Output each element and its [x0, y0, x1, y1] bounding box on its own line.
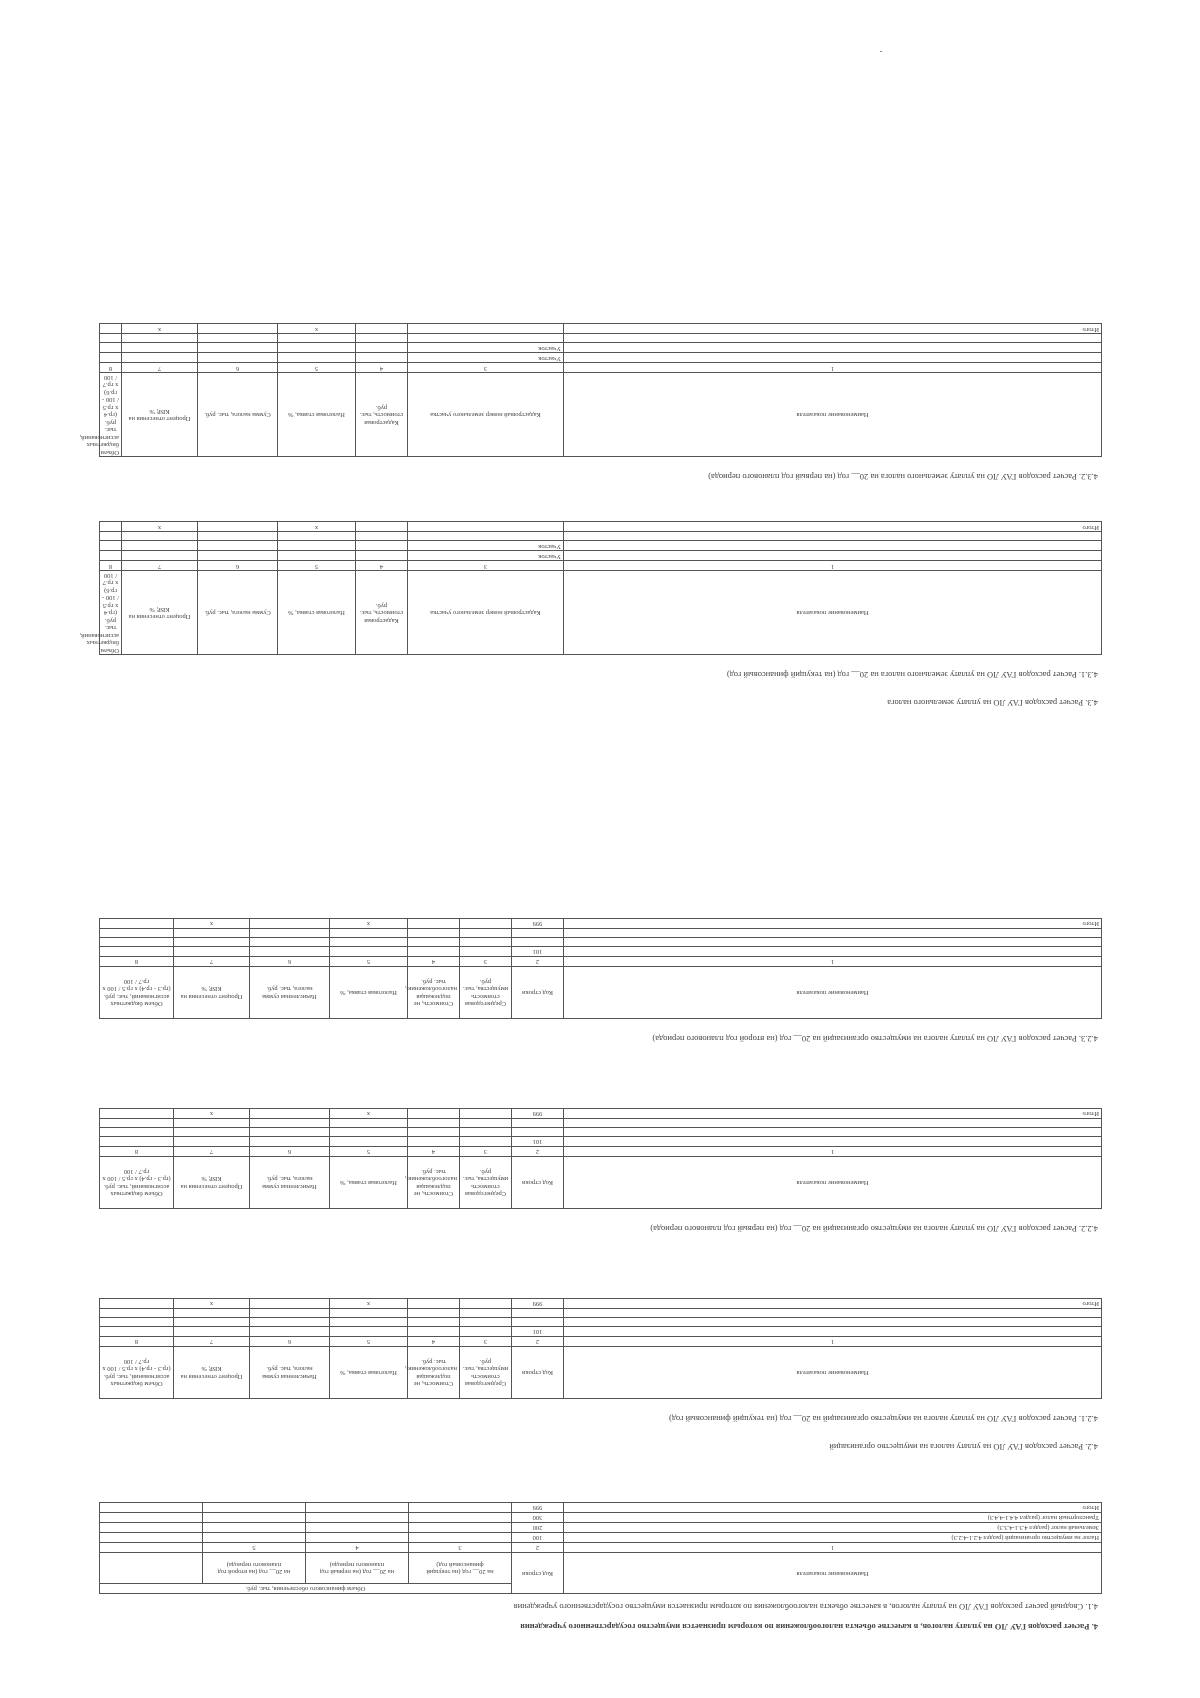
- summary-row-code: 200: [512, 1523, 564, 1533]
- summary-header-year-current: на 20__ год (на текущий финансовый год): [409, 1553, 512, 1584]
- col-number: 4: [408, 1147, 460, 1157]
- table-row: [99, 1533, 1101, 1543]
- scan-speck: [880, 51, 882, 52]
- section-heading: [100, 1601, 1102, 1632]
- summary-header-year-second: на 20__ год (на второй год планового периода): [203, 1553, 306, 1584]
- header-name: Наименование показателя: [564, 1157, 1102, 1209]
- col-number: 1: [564, 1337, 1102, 1347]
- property-tax-title: 4.2. Расчет расходов ГАУ ЛО на уплату налога на имущество организаций: [829, 1442, 1098, 1452]
- col-number: 7: [174, 1147, 250, 1157]
- col-number: 6: [250, 1147, 330, 1157]
- col-number: 2: [512, 957, 564, 967]
- total-code: 999: [512, 1109, 564, 1119]
- header-name: Наименование показателя: [564, 373, 1102, 457]
- x-mark: х: [174, 1109, 250, 1119]
- summary-header-code: Код строки: [512, 1553, 564, 1594]
- x-mark: х: [122, 324, 198, 334]
- total-label: Итого: [564, 324, 1102, 334]
- header-tax-sum: Начисленная сумма налога, тыс. руб.: [250, 967, 330, 1019]
- summary-row-name: Транспортный налог (раздел 4.4.1-4.4.3): [564, 1513, 1102, 1523]
- x-mark: х: [330, 1109, 408, 1119]
- property-tax-table: [99, 918, 1102, 1019]
- total-code: 999: [512, 919, 564, 929]
- summary-col-number: 5: [203, 1543, 306, 1553]
- total-row: [100, 522, 1102, 532]
- header-volume: Объем бюджетных ассигнований, тыс. руб. (гр.3 - гр.4) х гр.5 / 100 х гр.7 / 100: [100, 1157, 174, 1209]
- col-number: 4: [408, 957, 460, 967]
- table-row: [100, 1327, 1102, 1337]
- header-residual: Стоимость, не подлежащая налогообложению, тыс. руб.: [408, 967, 460, 1019]
- table-row: [100, 541, 1102, 551]
- col-number: 5: [278, 363, 356, 373]
- row-prefix: Участок: [408, 551, 564, 561]
- summary-row-name: Земельный налог (раздел 4.3.1-4.3.3): [564, 1523, 1102, 1533]
- header-name: Наименование показателя: [564, 967, 1102, 1019]
- total-label: Итого: [564, 919, 1102, 929]
- table-row: [100, 1137, 1102, 1147]
- col-number: 5: [330, 1337, 408, 1347]
- header-volume: Объем бюджетных ассигнований, тыс. руб. (гр.3 - гр.4) х гр.5 / 100 х гр.7 / 100: [100, 967, 174, 1019]
- header-deduct: Процент отнесения на КВР, %: [174, 967, 250, 1019]
- property-tax-table-block: [100, 1298, 1102, 1424]
- total-label: Итого: [564, 1109, 1102, 1119]
- col-number: 7: [174, 957, 250, 967]
- col-number: 3: [460, 957, 512, 967]
- col-number: 1: [564, 957, 1102, 967]
- col-number: 6: [198, 363, 278, 373]
- header-tax-sum: Сумма налога, тыс. руб.: [198, 373, 278, 457]
- header-code: Код строки: [512, 1347, 564, 1399]
- property-tax-table-title: 4.2.3. Расчет расходов ГАУ ЛО на уплату налога на имущество организаций на 20__ год (на второй год планового периода): [652, 1034, 1098, 1044]
- land-tax-table-block: [79, 324, 1102, 483]
- col-number: 8: [100, 1337, 174, 1347]
- total-row: [100, 324, 1102, 334]
- header-avg-value: Среднегодовая стоимость имущества, тыс. руб.: [460, 1157, 512, 1209]
- col-number: 7: [122, 561, 198, 571]
- table-row: [99, 1503, 1101, 1513]
- col-number: 5: [330, 957, 408, 967]
- header-avg-value: Среднегодовая стоимость имущества, тыс. руб.: [460, 1347, 512, 1399]
- col-number: 4: [356, 561, 408, 571]
- header-rate: Налоговая ставка, %: [330, 1157, 408, 1209]
- header-rate: Налоговая ставка, %: [278, 373, 356, 457]
- row-code: 101: [512, 1327, 564, 1337]
- total-row: [100, 1109, 1102, 1119]
- summary-col-number: 1: [564, 1543, 1102, 1553]
- col-number: 4: [408, 1337, 460, 1347]
- total-row: [100, 1299, 1102, 1309]
- header-volume: Объем бюджетных ассигнований, тыс. руб. (гр.4 х гр.5 / 100 - гр.6) х гр.7 / 100: [100, 571, 122, 655]
- header-deduct: Процент отнесения на КВР, %: [122, 571, 198, 655]
- col-number: 3: [460, 1337, 512, 1347]
- table-row: [100, 343, 1102, 353]
- x-mark: х: [174, 919, 250, 929]
- col-number: 3: [408, 363, 564, 373]
- summary-col-number: 3: [409, 1543, 512, 1553]
- summary-table-block: [100, 1502, 1102, 1594]
- header-avg-value: Среднегодовая стоимость имущества, тыс. руб.: [460, 967, 512, 1019]
- row-prefix: Участок: [408, 353, 564, 363]
- col-number: 3: [408, 561, 564, 571]
- header-name: Наименование показателя: [564, 571, 1102, 655]
- summary-row-name: Налог на имущество организаций (раздел 4.2.1-4.2.3): [564, 1533, 1102, 1543]
- land-tax-table-block: [79, 522, 1102, 681]
- header-deduct: Процент отнесения на КВР, %: [174, 1347, 250, 1399]
- col-number: 7: [174, 1337, 250, 1347]
- header-cad-value: Кадастровая стоимость, тыс. руб.: [356, 571, 408, 655]
- header-cadastral: Кадастровый номер земельного участка: [408, 571, 564, 655]
- summary-header-year-first: на 20__ год (на первый год планового периода): [306, 1553, 409, 1584]
- land-tax-table: [79, 522, 1102, 656]
- header-tax-sum: Начисленная сумма налога, тыс. руб.: [250, 1157, 330, 1209]
- summary-col-number: 4: [306, 1543, 409, 1553]
- row-prefix: Участок: [408, 541, 564, 551]
- header-tax-sum: Сумма налога, тыс. руб.: [198, 571, 278, 655]
- summary-row-code: 300: [512, 1513, 564, 1523]
- col-number: 8: [100, 957, 174, 967]
- total-code: 999: [512, 1299, 564, 1309]
- total-label: Итого: [564, 1299, 1102, 1309]
- col-number: 7: [122, 363, 198, 373]
- header-deduct: Процент отнесения на КВР, %: [122, 373, 198, 457]
- header-volume: Объем бюджетных ассигнований, тыс. руб. (гр.3 - гр.4) х гр.5 / 100 х гр.7 / 100: [100, 1347, 174, 1399]
- property-tax-table-title: 4.2.1. Расчет расходов ГАУ ЛО на уплату налога на имущество организаций на 20__ год (на текущий финансовый год): [668, 1414, 1098, 1424]
- col-number: 5: [278, 561, 356, 571]
- col-number: 4: [356, 363, 408, 373]
- property-tax-table: [99, 1108, 1102, 1209]
- section-subtitle: 4.1. Сводный расчет расходов ГАУ ЛО на уплату налогов, в качестве объекта налогообложения по которым признается имущество государственного учреждения: [513, 1602, 1098, 1612]
- property-tax-table: [99, 1298, 1102, 1399]
- col-number: 3: [460, 1147, 512, 1157]
- land-tax-title: 4.3. Расчет расходов ГАУ ЛО на уплату земельного налога: [887, 698, 1098, 708]
- col-number: 1: [564, 1147, 1102, 1157]
- total-label: Итого: [564, 522, 1102, 532]
- x-mark: х: [330, 1299, 408, 1309]
- x-mark: х: [330, 919, 408, 929]
- table-row: [99, 1513, 1101, 1523]
- property-tax-heading: [100, 1441, 1102, 1452]
- property-tax-table-block: [100, 918, 1102, 1044]
- col-number: 1: [564, 561, 1102, 571]
- land-tax-table: [79, 324, 1102, 458]
- col-number: 2: [512, 1337, 564, 1347]
- header-cadastral: Кадастровый номер земельного участка: [408, 373, 564, 457]
- header-name: Наименование показателя: [564, 1347, 1102, 1399]
- row-code: 101: [512, 1137, 564, 1147]
- header-volume: Объем бюджетных ассигнований, тыс. руб. (гр.4 х гр.5 / 100 - гр.6) х гр.7 / 100: [100, 373, 122, 457]
- summary-row-code: 999: [512, 1503, 564, 1513]
- property-tax-table-block: [100, 1108, 1102, 1234]
- table-row: [100, 353, 1102, 363]
- summary-col-number: 2: [512, 1543, 564, 1553]
- col-number: 6: [250, 1337, 330, 1347]
- row-prefix: Участок: [408, 343, 564, 353]
- summary-table: [99, 1502, 1102, 1594]
- header-tax-sum: Начисленная сумма налога, тыс. руб.: [250, 1347, 330, 1399]
- summary-header-name: Наименование показателя: [564, 1553, 1102, 1594]
- col-number: 1: [564, 363, 1102, 373]
- col-number: 2: [512, 1147, 564, 1157]
- x-mark: х: [122, 522, 198, 532]
- section-title: 4. Расчет расходов ГАУ ЛО на уплату налогов, в качестве объекта налогообложения по которым признается имущество государственного учреждения: [520, 1622, 1098, 1632]
- land-tax-table-title: 4.3.2. Расчет расходов ГАУ ЛО на уплату земельного налога на 20__ год (на первый год планового периода): [708, 472, 1098, 482]
- header-residual: Стоимость, не подлежащая налогообложению, тыс. руб.: [408, 1347, 460, 1399]
- land-tax-heading: [100, 697, 1102, 708]
- header-rate: Налоговая ставка, %: [330, 1347, 408, 1399]
- summary-row-name: Итого: [564, 1503, 1102, 1513]
- x-mark: х: [174, 1299, 250, 1309]
- row-code: 101: [512, 947, 564, 957]
- col-number: 6: [198, 561, 278, 571]
- property-tax-table-title: 4.2.2. Расчет расходов ГАУ ЛО на уплату налога на имущество организаций на 20__ год (на первый год планового периода): [650, 1224, 1098, 1234]
- summary-row-code: 100: [512, 1533, 564, 1543]
- x-mark: х: [278, 522, 356, 532]
- table-row: [100, 947, 1102, 957]
- table-row: [99, 1523, 1101, 1533]
- col-number: 6: [250, 957, 330, 967]
- col-number: 8: [100, 561, 122, 571]
- header-rate: Налоговая ставка, %: [330, 967, 408, 1019]
- col-number: 8: [100, 363, 122, 373]
- header-deduct: Процент отнесения на КВР, %: [174, 1157, 250, 1209]
- header-code: Код строки: [512, 967, 564, 1019]
- header-cad-value: Кадастровая стоимость, тыс. руб.: [356, 373, 408, 457]
- header-residual: Стоимость, не подлежащая налогообложению, тыс. руб.: [408, 1157, 460, 1209]
- x-mark: х: [278, 324, 356, 334]
- header-code: Код строки: [512, 1157, 564, 1209]
- col-number: 5: [330, 1147, 408, 1157]
- summary-header-group: Объем финансового обеспечения, тыс. руб.: [99, 1584, 511, 1594]
- table-row: [100, 551, 1102, 561]
- land-tax-table-title: 4.3.1. Расчет расходов ГАУ ЛО на уплату земельного налога на 20__ год (на текущий финансовый год): [726, 670, 1098, 680]
- total-row: [100, 919, 1102, 929]
- header-rate: Налоговая ставка, %: [278, 571, 356, 655]
- col-number: 8: [100, 1147, 174, 1157]
